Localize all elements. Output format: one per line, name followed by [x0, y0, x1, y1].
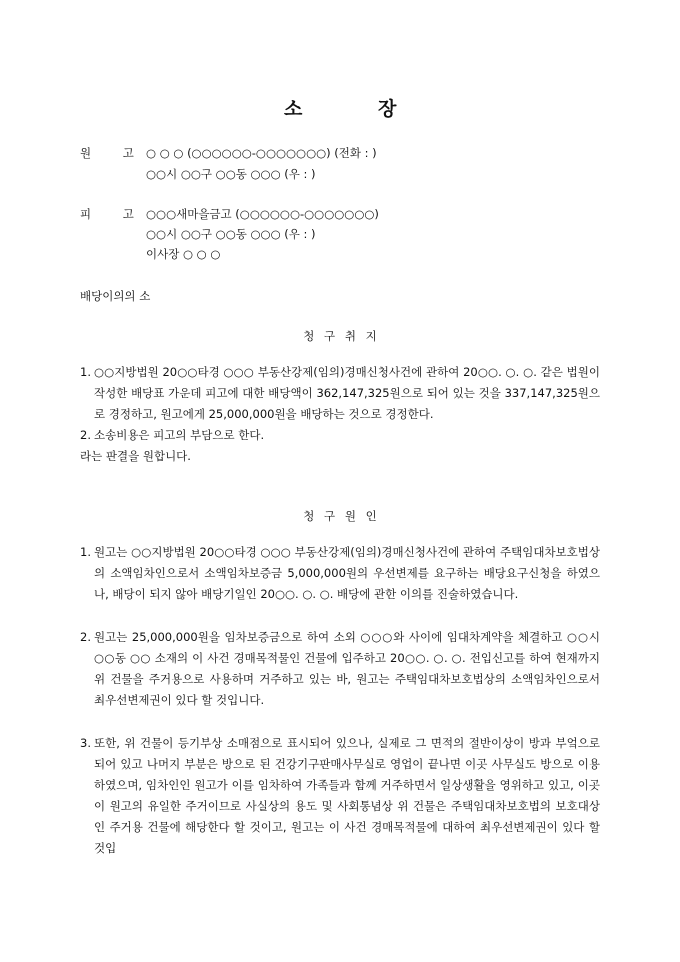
item-text: 또한, 위 건물이 등기부상 소매점으로 표시되어 있으나, 실제로 그 면적의 절반이상이 방과 부엌으로 되어 있고 나머지 부분은 방으로 된 건강기구판매사무실로 영업이 끝나면 이곳 사무실도 방으로 이용하였으며, 임차인인 원고가 이를 임차하여 가족들과 함께 거주하면서 일상생활을 영위하고 있고, 이곳이 원고의 유일한 주거이므로 사실상의 용도 및 사회통념상 위 건물은 주택임대차보호법의 보호대상인 주거용 건물에 해당한다 할 것이고, 원고는 이 사건 경매목적물에 대하여 최우선변제권이 있다 할 것입: [94, 736, 600, 855]
defendant-representative-line: 이사장 ○ ○ ○: [146, 247, 221, 261]
case-name: 배당이의의 소: [80, 289, 151, 303]
plaintiff-name-line: ○ ○ ○ (○○○○○○-○○○○○○○) (전화 : ): [146, 146, 377, 160]
claim-cause-list: [80, 542, 600, 859]
defendant-label: 피 고: [80, 207, 148, 221]
claim-cause-item: [80, 542, 600, 605]
item-text: 소송비용은 피고의 부담으로 한다.: [94, 428, 265, 442]
item-text: 원고는 ○○지방법원 20○○타경 ○○○ 부동산강제(임의)경매신청사건에 관하여 주택임대차보호법상의 소액임차인으로서 소액임차보증금 5,000,000원의 우선변제를 요구하는 배당요구신청을 하였으나, 배당이 되지 않아 배당기일인 20○○. ○. ○. 배당에 관한 이의를 진술하였습니다.: [94, 545, 600, 601]
claim-cause-item: [80, 627, 600, 711]
title-char-1: 소: [284, 98, 303, 120]
item-number: 1.: [80, 545, 91, 559]
claim-purpose-list: [80, 362, 600, 467]
item-number: 3.: [80, 736, 91, 750]
claim-cause-item: [80, 733, 600, 859]
item-number: 2.: [80, 630, 91, 644]
claim-purpose-item: [80, 362, 600, 425]
item-number: 1.: [80, 365, 91, 379]
claim-purpose-item: [80, 425, 600, 446]
item-text: 원고는 25,000,000원을 임차보증금으로 하여 소외 ○○○와 사이에 임대차계약을 체결하고 ○○시 ○○동 ○○ 소재의 이 사건 경매목적물인 건물에 입주하고 20○○. ○. ○. 전입신고를 하여 현재까지 위 건물을 주거용으로 사용하며 거주하고 있는 바, 원고는 주택임대차보호법상의 소액임차인으로서 최우선변제권이 있다 할 것입니다.: [94, 630, 600, 707]
title-char-2: 장: [378, 98, 397, 120]
claim-cause-heading: 청 구 원 인: [303, 509, 377, 523]
item-text: ○○지방법원 20○○타경 ○○○ 부동산강제(임의)경매신청사건에 관하여 20○○. ○. ○. 같은 법원이 작성한 배당표 가운데 피고에 대한 배당액이 362,147,325원으로 되어 있는 것을 337,147,325원으로 경정하고, 원고에게 25,000,000원을 배당하는 것으로 경정한다.: [94, 365, 600, 421]
claim-purpose-heading: 청 구 취 지: [303, 329, 377, 343]
claim-purpose-closing: 라는 판결을 원합니다.: [80, 449, 191, 463]
defendant-address-line: ○○시 ○○구 ○○동 ○○○ (우 : ): [146, 227, 316, 241]
plaintiff-label: 원 고: [80, 146, 148, 160]
defendant-name-line: ○○○새마을금고 (○○○○○○-○○○○○○○): [146, 207, 379, 221]
plaintiff-address-line: ○○시 ○○구 ○○동 ○○○ (우 : ): [146, 167, 316, 181]
item-number: 2.: [80, 428, 91, 442]
